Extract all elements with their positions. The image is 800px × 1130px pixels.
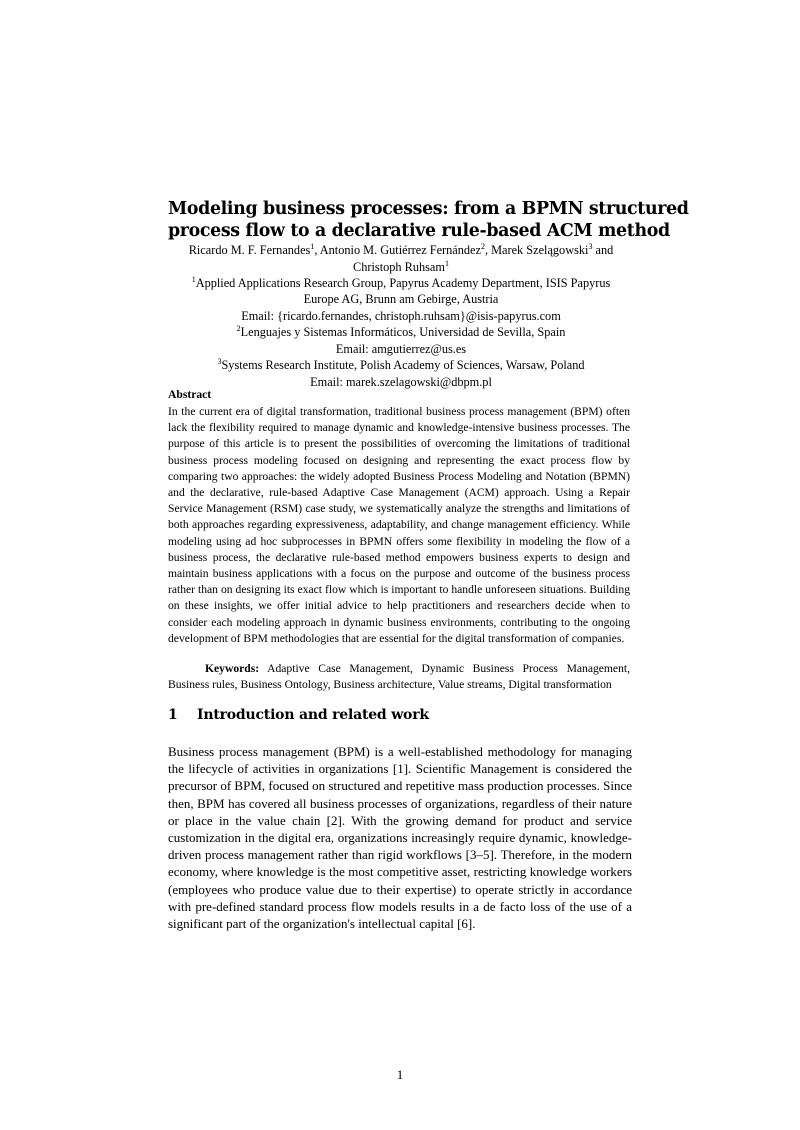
title-line-2: process flow to a declarative rule-based ACM method: [168, 221, 670, 241]
author-name: Christoph Ruhsam: [353, 259, 445, 274]
abstract-heading: Abstract: [168, 388, 212, 401]
email-2: Email: amgutierrez@us.es: [335, 341, 467, 356]
affiliation-1: [168, 275, 634, 292]
author-name: and: [592, 243, 614, 257]
author-name: , Antonio M. Gutiérrez Fernández: [314, 243, 481, 257]
author-affiliation-mark: 2: [480, 241, 485, 251]
affiliation-mark: 3: [217, 356, 222, 366]
section-body-text: Business process management (BPM) is a well-established methodology for managing the lifecycle of activities in organizations [1]. Scientific Management is considered the precursor of BPM, focused on structured and repetitive mass production processes. Since then, BPM has covered all business processes of organizations, regardless of their nature or place in the value chain [2]. With the growing demand for product and service customization in the digital era, organizations increasingly require dynamic, knowledge-driven process management rather than rigid workflows [3–5]. Therefore, in the modern economy, where knowledge is the most competitive asset, restricting knowledge workers (employees who produce value due to their expertise) to operate strictly in accordance with pre-defined standard process flow models results in a de facto loss of the use of a significant part of the organization's intellectual capital [6].: [168, 744, 632, 932]
affiliation-text: Applied Applications Research Group, Papyrus Academy Department, ISIS Papyrus: [195, 275, 611, 290]
author-affiliation-mark: 3: [588, 241, 593, 251]
page-number: 1: [396, 1067, 404, 1082]
keywords: [168, 661, 630, 693]
affiliation-2: [168, 324, 634, 341]
email-1: Email: {ricardo.fernandes, christoph.ruhsam}@isis-papyrus.com: [241, 308, 561, 323]
email-3: Email: marek.szelagowski@dbpm.pl: [310, 374, 492, 389]
author-affiliation-mark: 1: [310, 241, 315, 251]
section-heading: [168, 707, 429, 723]
author-affiliation-mark: 1: [444, 258, 449, 268]
authors-line-1: [168, 242, 634, 259]
keywords-text: Adaptive Case Management, Dynamic Business Process Management, Business rules, Business Ontology, Business architecture, Value streams, Digital transformation: [168, 662, 630, 692]
abstract-text: In the current era of digital transformation, traditional business process management (BPM) often lack the flexibility required to manage dynamic and knowledge-intensive business processes. The purpose of this article is to present the possibilities of overcoming the limitations of traditional business process modeling focused on designing and representing the exact process flow by comparing two approaches: the widely adopted Business Process Modeling and Notation (BPMN) and the declarative, rule-based Adaptive Case Management (ACM) approach. Using a Repair Service Management (RSM) case study, we systematically analyze the strengths and limitations of both approaches regarding expressiveness, adaptability, and change management efficiency. While modeling using ad hoc subprocesses in BPMN offers some flexibility in modeling the flow of a business process, the declarative rule-based method empowers business experts to design and maintain business applications with a focus on the purpose and outcome of the business process rather than on designing its exact flow which is important to handle unforeseen situations. Building on these insights, we offer initial advice to help practitioners and researchers decide when to consider each modeling approach in dynamic business environments, contributing to the ongoing development of BPM methodologies that are essential for the digital transformation of companies.: [168, 405, 630, 645]
keywords-label: Keywords:: [205, 662, 260, 675]
affiliation-3: [168, 357, 634, 374]
section-number: 1: [168, 707, 178, 723]
author-name: Ricardo M. F. Fernandes: [188, 243, 311, 257]
affiliation-text: Systems Research Institute, Polish Academy of Sciences, Warsaw, Poland: [221, 358, 585, 372]
affiliation-mark: 1: [191, 274, 196, 284]
affiliation-text: Lenguajes y Sistemas Informáticos, Universidad de Sevilla, Spain: [240, 325, 566, 339]
author-name: , Marek Szelągowski: [484, 243, 589, 257]
paper-title: [168, 198, 689, 242]
authors-line-2: [168, 259, 634, 276]
title-line-1: Modeling business processes: from a BPMN structured: [168, 199, 689, 219]
affiliation-mark: 2: [236, 323, 241, 333]
affiliation-1-cont: Europe AG, Brunn am Gebirge, Austria: [303, 292, 499, 306]
affiliation-list: [168, 275, 634, 391]
section-title: Introduction and related work: [197, 707, 429, 723]
author-list: [168, 242, 634, 275]
